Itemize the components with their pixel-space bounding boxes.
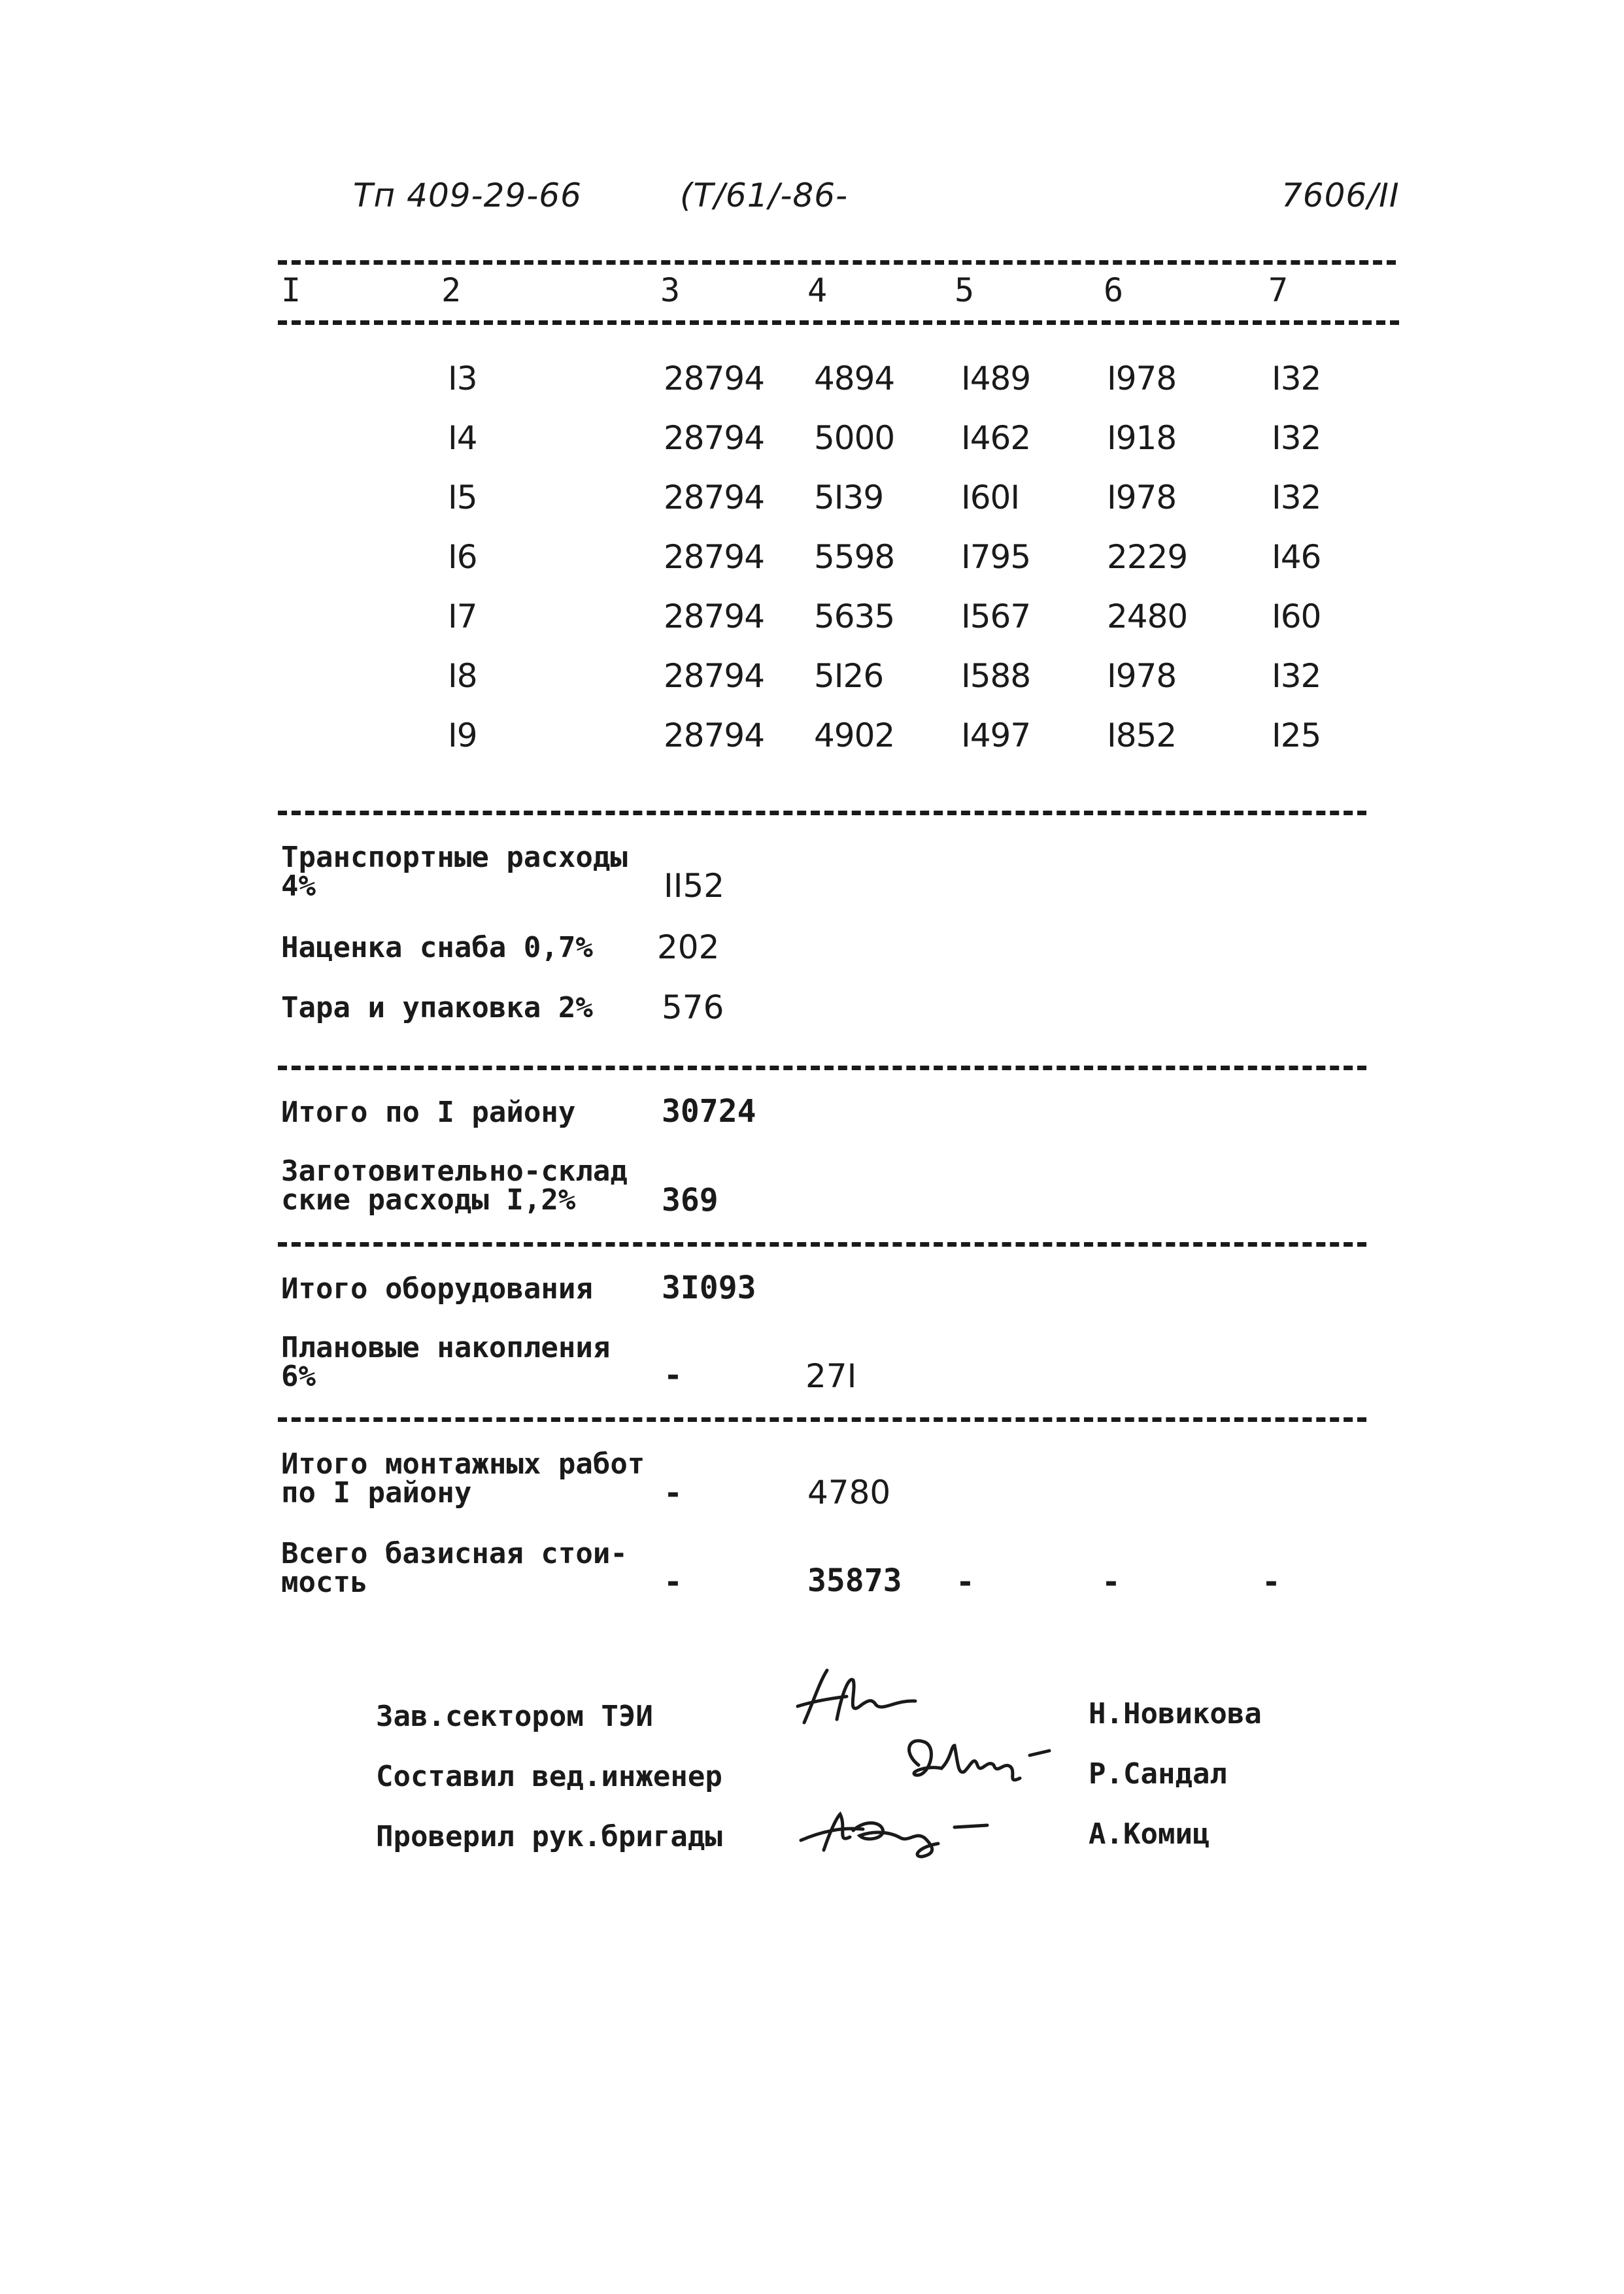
- cell-col-3: 28794: [664, 657, 765, 695]
- cell-col-4: 5635: [814, 598, 895, 635]
- cell-row-number: I3: [448, 360, 477, 397]
- document-number: 7606/II: [1281, 177, 1400, 214]
- supply-markup-value: 202: [657, 928, 720, 966]
- cell-row-number: I4: [448, 419, 477, 457]
- column-header-1: I: [281, 271, 301, 309]
- section-rule: [278, 1242, 1366, 1247]
- cell-col-5: I489: [961, 360, 1031, 397]
- installation-total-value: 4780: [807, 1474, 891, 1511]
- planned-accumulations-dash: -: [664, 1357, 683, 1394]
- installation-total-dash: -: [664, 1475, 683, 1511]
- cell-col-4: 5000: [814, 419, 895, 457]
- cell-col-3: 28794: [664, 598, 765, 635]
- column-header-3: 3: [660, 271, 681, 309]
- signature-role: Зав.сектором ТЭИ: [376, 1700, 653, 1733]
- cell-row-number: I6: [448, 538, 477, 576]
- cell-col-5: I567: [961, 598, 1031, 635]
- cell-col-4: 5I26: [814, 657, 884, 695]
- base-cost-col7-dash: -: [1262, 1564, 1281, 1600]
- cell-col-4: 4902: [814, 717, 895, 754]
- base-cost-value: 35873: [807, 1562, 902, 1599]
- section-rule: [278, 811, 1366, 815]
- table-row: [0, 538, 1624, 584]
- base-cost-col5-dash: -: [956, 1564, 975, 1600]
- signature-name: Н.Новикова: [1089, 1697, 1262, 1730]
- base-cost-label: Всего базисная стои- мость: [281, 1537, 628, 1599]
- procurement-costs-label: Заготовительно-склад ские расходы I,2%: [281, 1155, 628, 1217]
- cell-col-5: I60I: [961, 479, 1020, 516]
- base-cost-dash: -: [664, 1564, 683, 1600]
- table-header-rule: [278, 320, 1399, 325]
- section-rule: [278, 1066, 1366, 1070]
- cell-col-3: 28794: [664, 538, 765, 576]
- cell-col-4: 4894: [814, 360, 895, 397]
- cell-col-3: 28794: [664, 717, 765, 754]
- cell-col-6: I918: [1107, 419, 1177, 457]
- section-rule: [278, 1417, 1366, 1422]
- signature-name: Р.Сандал: [1089, 1757, 1227, 1791]
- cell-row-number: I7: [448, 598, 477, 635]
- supply-markup-label: Наценка снаба 0,7%: [281, 931, 593, 964]
- cell-col-5: I462: [961, 419, 1031, 457]
- cell-row-number: I9: [448, 717, 477, 754]
- table-row: [0, 479, 1624, 524]
- table-row: [0, 598, 1624, 643]
- equipment-total-label: Итого оборудования: [281, 1272, 593, 1306]
- cell-col-7: I32: [1272, 360, 1321, 397]
- transport-costs-value: II52: [664, 867, 725, 905]
- column-header-7: 7: [1268, 271, 1289, 309]
- cell-col-6: I852: [1107, 717, 1177, 754]
- column-header-2: 2: [441, 271, 462, 309]
- column-header-4: 4: [807, 271, 828, 309]
- procurement-costs-value: 369: [662, 1182, 719, 1219]
- tare-packaging-label: Тара и упаковка 2%: [281, 991, 593, 1024]
- signature-role: Проверил рук.бригады: [376, 1820, 722, 1853]
- cell-col-6: 2480: [1107, 598, 1188, 635]
- cell-col-6: I978: [1107, 657, 1177, 695]
- table-top-rule: [278, 260, 1396, 265]
- cell-col-4: 5598: [814, 538, 895, 576]
- cell-col-7: I32: [1272, 419, 1321, 457]
- cell-col-5: I497: [961, 717, 1031, 754]
- cell-col-7: I32: [1272, 657, 1321, 695]
- cell-col-4: 5I39: [814, 479, 884, 516]
- installation-total-label: Итого монтажных работ по I району: [281, 1447, 645, 1510]
- cell-col-6: I978: [1107, 360, 1177, 397]
- table-row: [0, 717, 1624, 762]
- signature-name: А.Комиц: [1089, 1817, 1210, 1851]
- column-header-6: 6: [1104, 271, 1124, 309]
- district-total-label: Итого по I району: [281, 1096, 576, 1129]
- table-row: [0, 419, 1624, 465]
- table-row: [0, 360, 1624, 405]
- cell-col-7: I46: [1272, 538, 1321, 576]
- transport-costs-label: Транспортные расходы 4%: [281, 841, 628, 903]
- cell-col-6: 2229: [1107, 538, 1188, 576]
- cell-col-3: 28794: [664, 360, 765, 397]
- cell-col-3: 28794: [664, 419, 765, 457]
- cell-row-number: I8: [448, 657, 477, 695]
- table-row: [0, 657, 1624, 703]
- cell-row-number: I5: [448, 479, 477, 516]
- equipment-total-value: 3I093: [662, 1270, 756, 1306]
- cell-col-7: I25: [1272, 717, 1321, 754]
- cell-col-5: I795: [961, 538, 1031, 576]
- planned-accumulations-label: Плановые накопления 6%: [281, 1331, 611, 1393]
- column-header-5: 5: [955, 271, 975, 309]
- planned-accumulations-value: 27I: [805, 1357, 857, 1395]
- cell-col-6: I978: [1107, 479, 1177, 516]
- handwritten-signature-3: [791, 1791, 1013, 1863]
- cell-col-7: I32: [1272, 479, 1321, 516]
- document-reference: (Т/61/-86-: [680, 177, 849, 214]
- document-code: Тп 409-29-66: [353, 177, 582, 214]
- cell-col-7: I60: [1272, 598, 1321, 635]
- tare-packaging-value: 576: [662, 988, 724, 1026]
- signature-role: Составил вед.инженер: [376, 1760, 722, 1793]
- district-total-value: 30724: [662, 1093, 756, 1130]
- base-cost-col6-dash: -: [1102, 1564, 1121, 1600]
- cell-col-5: I588: [961, 657, 1031, 695]
- cell-col-3: 28794: [664, 479, 765, 516]
